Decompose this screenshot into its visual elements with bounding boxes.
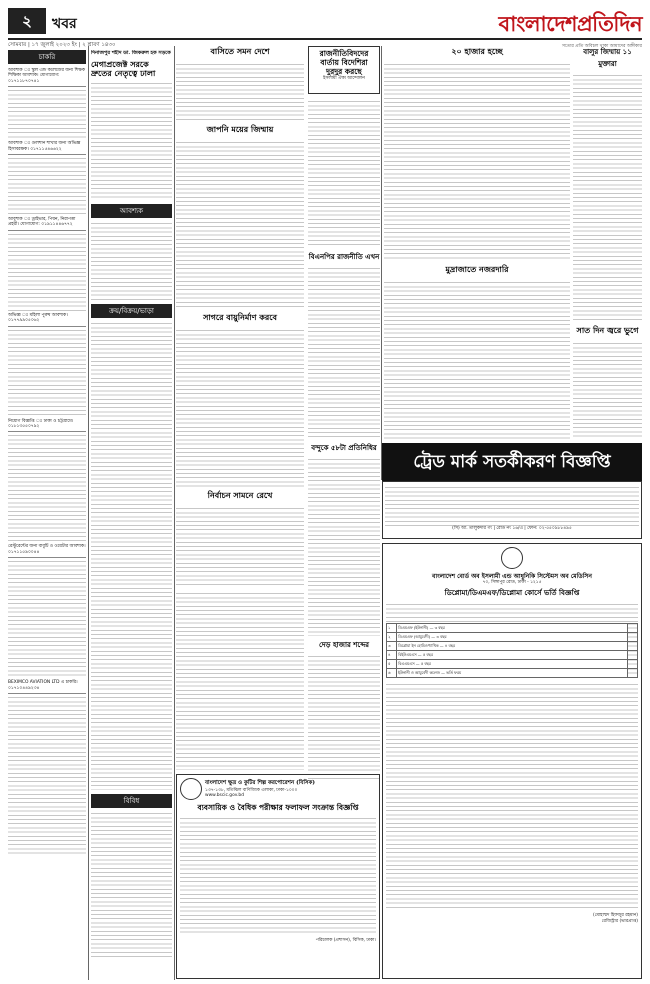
trademark-notice-title: ট্রেড মার্ক সতর্কীকরণ বিজ্ঞপ্তি (382, 443, 642, 481)
headline-2-byline: ইসলামী ঐক্য আন্দোলন (323, 76, 365, 81)
page-number: ২ (8, 8, 46, 34)
course-cell: ডিএমএফ (ইউনানী) — ৩ বছর (397, 624, 628, 633)
news-column-a (176, 46, 304, 586)
news-column-d (573, 46, 642, 440)
section-title: খবর (52, 16, 77, 32)
bscic-title: ব্যবসায়িক ও বৈধিক পরীক্ষার ফলাফল সংক্রান্ত বিজ্ঞপ্তি (197, 803, 359, 812)
column-divider (174, 46, 175, 980)
course-cell: ডিএমএফ (আয়ুর্বেদী) — ৩ বছর (397, 633, 628, 642)
classified-item: নিয়োগ বিজ্ঞপ্তি ঃ ঢাকা ও চট্টগ্রামে। ০১৮১৩৫৫০৭৯২ (8, 417, 86, 433)
table-row: ৫ বিএএমএস — ৫ বছর (387, 660, 638, 669)
column-divider (88, 46, 89, 980)
headline-8: মুদ্রাজাতে নজরদারি (445, 264, 509, 274)
classified-item: আবশ্যক ঃ ড্রাইভার, পিয়ন, নিরাপত্তা প্রহরী। যোগাযোগ: ০১৯১১৪৪৬৭৭২ (8, 215, 86, 231)
lead-headline: মেগাপ্রজেক্ট সরকে দ্রুতের নেতৃত্বে ঢালা (91, 59, 156, 78)
table-row: ৪ বিইউএমএস — ৫ বছর (387, 651, 638, 660)
course-cell: বিএএমএস — ৫ বছর (397, 660, 628, 669)
classifieds-header: চাকরি (8, 50, 86, 64)
course-table (386, 623, 638, 678)
table-row: ২ ডিএমএফ (আয়ুর্বেদী) — ৩ বছর (387, 633, 638, 642)
trademark-notice-body (382, 481, 642, 539)
course-cell: ডিপ্লোমা ইন হোমিওপ্যাথিক — ৪ বছর (397, 642, 628, 651)
table-row: ১ ডিএমএফ (ইউনানী) — ৩ বছর (387, 624, 638, 633)
newspaper-logo (499, 8, 642, 50)
brand-part1: বাংলাদেশ (498, 11, 577, 36)
headline-12: দেড় হাজার শব্দের (319, 640, 369, 649)
headline-1: বাসিতে সমন দেশে (210, 46, 270, 56)
news-column-b (308, 98, 380, 438)
news-column-f (176, 590, 304, 770)
headline-6: বিএনপির রাজনীতি এখন (308, 252, 380, 261)
bscic-address: ১৩৭-১৩৮, মতিঝিল বাণিজ্যিক এলাকা, ঢাকা-১০০০ (205, 787, 298, 793)
headline-5: নির্বাচন সামনে রেখে (207, 490, 273, 500)
wanted-header: আবশ্যক (91, 204, 172, 218)
bscic-advertisement (176, 774, 380, 979)
bscic-logo-icon (180, 778, 202, 800)
news-column-c (384, 46, 570, 440)
board-address: ৭০, সিঙ্গাপুর রোড, ঢাকা - ১২১৫ (482, 580, 542, 585)
headline-2: রাজনীতিবিদদের বার্তায় বিদেশিরা দুরদুর করছে (319, 49, 369, 76)
classified-item: আবশ্যক ঃ গুলশান শাখার জন্য অভিজ্ঞ হিসাবরক্ষক। ০১৭১১৫৪৬৬২২ (8, 139, 86, 155)
admission-notice (382, 543, 642, 979)
classified-item: BEXIMCO AVIATION LTD এ চাকরি। ০১৭১০৪৪৯২৩৪ (8, 678, 86, 694)
bscic-website: www.bscic.gov.bd (205, 793, 244, 798)
featured-story-box (308, 46, 380, 94)
newspaper-page (8, 6, 642, 980)
course-cell: বিইউএমএস — ৫ বছর (397, 651, 628, 660)
headline-3: জাপনি ময়ের জিম্মায় (206, 124, 274, 134)
headline-4: সাগরে বায়ুনির্মাণ করবে (203, 312, 277, 322)
sale-header: ক্রয়/বিক্রয়/ভাড়া (91, 304, 172, 318)
trademark-contact: (সি) আ. তালুকদার গং | রোড নং ১৬/এ | ফোন: ০২-৫৫০৯৮৮৪৯৫ (452, 526, 572, 531)
classified-item: আবশ্যক ঃ স্কুল এন্ড কলেজের জন্য শিক্ষক শিক্ষিকা আবশ্যক। যোগাযোগ: ০১৭১১৮৭০৭৪১ (8, 66, 86, 87)
brand-tagline: সত্যের প্রতি অবিচল থাকা আমাদের অঙ্গীকার (561, 44, 642, 49)
table-row: ৩ ডিপ্লোমা ইন হোমিওপ্যাথিক — ৪ বছর (387, 642, 638, 651)
lead-kicker: দিনাজপুর শহীদ ডা. জিকরুল হক সড়কে (91, 50, 171, 56)
news-column-e (308, 442, 380, 782)
admission-title: ডিপ্লোমা/ডিএমএফ/ডিপ্লোমা কোর্সে ভর্তি বিজ্ঞপ্তি (444, 588, 580, 598)
date-line: সোমবার | ১৭ জুলাই ২০২৩ ইং | ২ শ্রাবণ ১৪৩০ (8, 42, 116, 48)
classified-item: অভিজ্ঞ ঃ মহিলা পুরুষ আবশ্যক। ০১৭৭৯৯০৫০৬২ (8, 311, 86, 327)
classifieds-column (8, 50, 86, 978)
column-divider (381, 46, 382, 480)
board-seal-icon (501, 547, 523, 569)
notice-signature: (মোহাম্মদ হিফজুর রহমান) রেজিস্ট্রার (ভারপ্রাপ্ত) (592, 913, 638, 924)
headline-7: ২০ হাজার হচ্ছে (451, 46, 503, 56)
course-cell: ইউনানী ও আয়ুর্বেদী কলেজ — ভর্তি ফরম (397, 669, 628, 678)
bscic-org: বাংলাদেশ ক্ষুদ্র ও কুটির শিল্প করপোরেশন (বিসিক) (205, 779, 315, 786)
brand-part2: প্রতিদিন (576, 11, 642, 36)
headline-9: বালুর জিম্মায় ১১ মুক্তারা (583, 47, 632, 68)
board-name: বাংলাদেশ বোর্ড অব ইসলামী এন্ড আধুনিকি সিস্টেমস অব মেডিসিন (432, 573, 592, 580)
headline-11: বন্দুকে ৫৮টা প্রতিনিধির (311, 443, 377, 452)
misc-header: বিবিধ (91, 794, 172, 808)
bscic-footer: পরিচালক (প্রশাসন), বিসিক, ঢাকা। (315, 938, 376, 943)
column-two (91, 50, 172, 978)
headline-10: সাত দিন জ্বরে ভুগে (576, 325, 639, 335)
classified-item: রেস্টুরেন্টের জন্য বাবুর্চি ও ওয়েটার আবশ্যক। ০১৭১১৫৯০০৪৪ (8, 542, 86, 558)
table-row: ৬ ইউনানী ও আয়ুর্বেদী কলেজ — ভর্তি ফরম (387, 669, 638, 678)
